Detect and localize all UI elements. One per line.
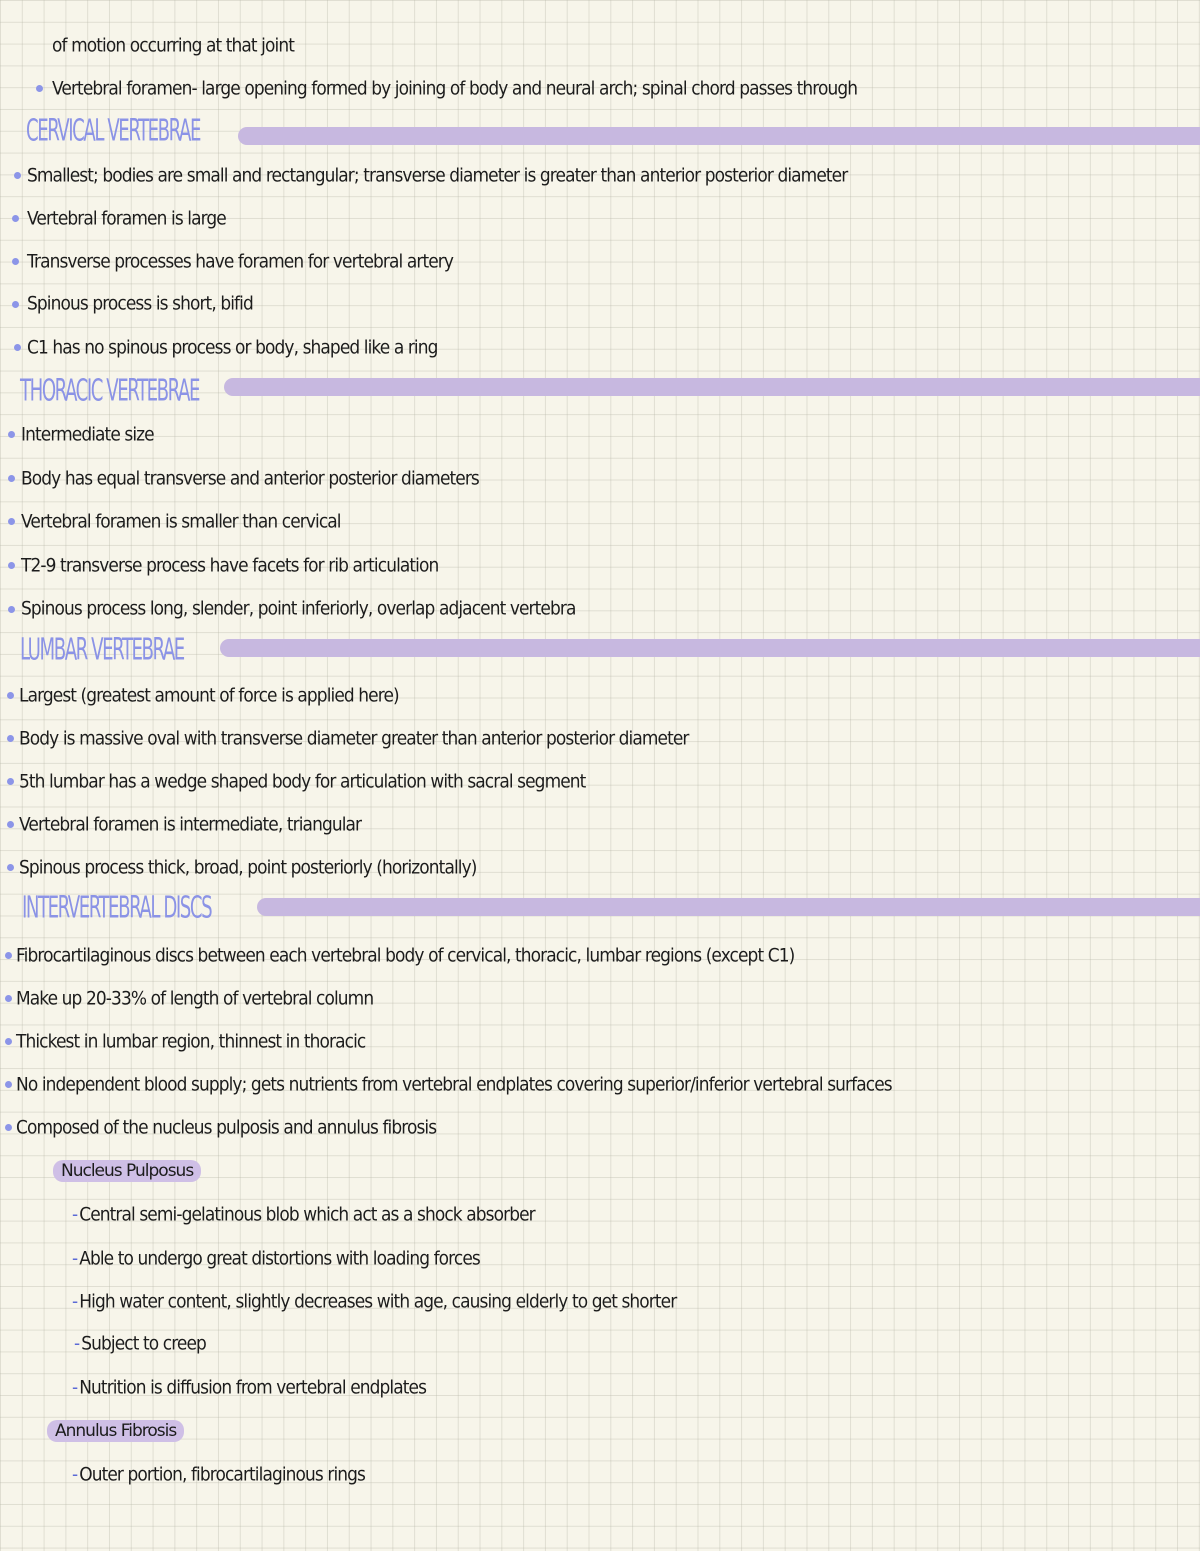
bullet-icon (12, 301, 19, 308)
list-item: C1 has no spinous process or body, shaped like a ring (27, 336, 438, 360)
list-item: Composed of the nucleus pulposis and annulus fibrosis (16, 1116, 437, 1140)
bullet-icon (8, 475, 15, 482)
sub-list-item (72, 1203, 535, 1228)
section-heading-lumbar: LUMBAR VERTEBRAE (20, 631, 184, 668)
list-item: Smallest; bodies are small and rectangular; transverse diameter is greater than anterior posterior diameter (27, 164, 848, 188)
list-item: Spinous process long, slender, point inferiorly, overlap adjacent vertebra (21, 597, 576, 621)
subheading-nucleus-pulposus: Nucleus Pulposus (53, 1160, 201, 1182)
list-item: Transverse processes have foramen for vertebral artery (27, 250, 454, 274)
sub-list-item-text: Able to undergo great distortions with loading forces (79, 1247, 480, 1271)
sub-list-item (72, 1290, 676, 1315)
bullet-icon (12, 215, 19, 222)
bullet-icon (5, 952, 12, 959)
section-heading-cervical: CERVICAL VERTEBRAE (26, 112, 201, 149)
bullet-icon (14, 344, 21, 351)
sub-list-item-text: Nutrition is diffusion from vertebral endplates (79, 1376, 427, 1400)
sub-list-item (72, 1463, 365, 1488)
bullet-icon (8, 431, 15, 438)
list-item: Vertebral foramen is large (27, 207, 226, 231)
list-item: Vertebral foramen is intermediate, triangular (19, 813, 362, 837)
list-item: Fibrocartilaginous discs between each vertebral body of cervical, thoracic, lumbar regions (except C1) (16, 944, 795, 968)
bullet-icon (5, 1038, 12, 1045)
sub-list-item (72, 1376, 426, 1401)
heading-highlight-bar (257, 898, 1200, 916)
heading-highlight-bar (220, 639, 1200, 657)
subheading-annulus-fibrosis: Annulus Fibrosis (47, 1420, 184, 1442)
bullet-icon (8, 606, 15, 613)
list-item: No independent blood supply; gets nutrients from vertebral endplates covering superior/inferior vertebral surfaces (16, 1073, 892, 1097)
list-item: Make up 20-33% of length of vertebral column (16, 987, 374, 1011)
dash-icon: - (72, 1247, 78, 1271)
heading-highlight-bar (238, 127, 1200, 145)
list-item: Body is massive oval with transverse diameter greater than anterior posterior diameter (19, 727, 689, 751)
sub-list-item (74, 1332, 206, 1357)
list-item: Body has equal transverse and anterior posterior diameters (21, 467, 479, 491)
dash-icon: - (72, 1463, 78, 1487)
list-item: Largest (greatest amount of force is applied here) (19, 684, 399, 708)
bullet-icon (7, 692, 14, 699)
bullet-icon (7, 864, 14, 871)
dash-icon: - (72, 1376, 78, 1400)
list-item: Vertebral foramen- large opening formed by joining of body and neural arch; spinal chord passes through (52, 77, 858, 101)
bullet-icon (7, 735, 14, 742)
section-heading-discs: INTERVERTEBRAL DISCS (22, 889, 212, 926)
sub-list-item-text: High water content, slightly decreases with age, causing elderly to get shorter (79, 1290, 677, 1314)
list-item: T2-9 transverse process have facets for rib articulation (21, 554, 439, 578)
sub-list-item-text: Central semi-gelatinous blob which act as a shock absorber (79, 1203, 535, 1227)
list-item: Intermediate size (21, 423, 154, 447)
bullet-icon (5, 1081, 12, 1088)
list-item: Spinous process is short, bifid (27, 292, 253, 316)
carryover-text: of motion occurring at that joint (52, 34, 294, 58)
dash-icon: - (72, 1290, 78, 1314)
bullet-icon (5, 995, 12, 1002)
dash-icon: - (74, 1332, 80, 1356)
sub-list-item (72, 1247, 480, 1272)
list-item: Vertebral foramen is smaller than cervical (21, 510, 341, 534)
sub-list-item-text: Subject to creep (81, 1332, 206, 1356)
bullet-icon (14, 172, 21, 179)
list-item: Thickest in lumbar region, thinnest in thoracic (16, 1030, 366, 1054)
bullet-icon (7, 778, 14, 785)
list-item: 5th lumbar has a wedge shaped body for articulation with sacral segment (19, 770, 586, 794)
dash-icon: - (72, 1203, 78, 1227)
sub-list-item-text: Outer portion, fibrocartilaginous rings (79, 1463, 366, 1487)
bullet-icon (36, 85, 43, 92)
section-heading-thoracic: THORACIC VERTEBRAE (20, 372, 199, 409)
bullet-icon (7, 821, 14, 828)
bullet-icon (8, 518, 15, 525)
bullet-icon (12, 258, 19, 265)
list-item: Spinous process thick, broad, point posteriorly (horizontally) (19, 856, 477, 880)
bullet-icon (8, 562, 15, 569)
bullet-icon (5, 1124, 12, 1131)
heading-highlight-bar (224, 378, 1200, 396)
